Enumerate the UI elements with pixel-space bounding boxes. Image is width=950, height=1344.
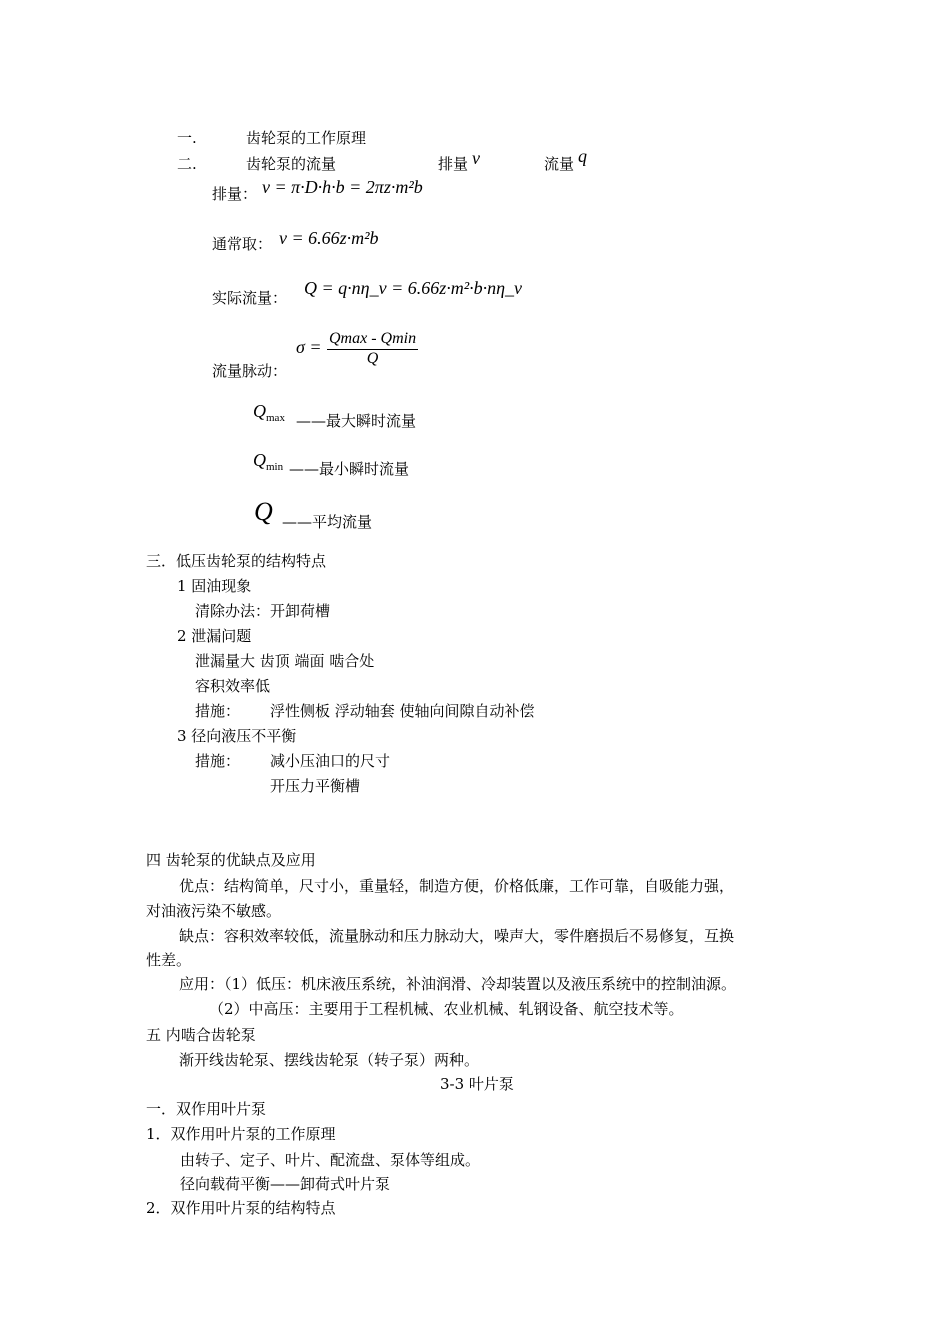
- actual-flow-formula: Q = q·nη_v = 6.66z·m²·b·nη_v: [304, 278, 523, 298]
- section3-point1-fix: 清除办法：开卸荷槽: [195, 602, 331, 620]
- usual-label: 通常取：: [212, 235, 273, 253]
- vane-section1-2-title: 2．双作用叶片泵的结构特点: [146, 1199, 336, 1217]
- pulse-denominator: Q: [366, 350, 379, 367]
- section3-point2-title: 2 泄漏问题: [177, 627, 252, 645]
- pulse-lhs: σ =: [296, 337, 322, 357]
- qmax-symbol: $Q_{max}$: [253, 401, 285, 424]
- usual-formula: v = 6.66z·m²b: [279, 228, 379, 248]
- section5-description: 渐开线齿轮泵、摆线齿轮泵（转子泵）两种。: [179, 1051, 480, 1069]
- section3-point3-measure-label: 措施：: [195, 752, 241, 770]
- vane-section1-1-composition: 由转子、定子、叶片、配流盘、泵体等组成。: [180, 1151, 481, 1169]
- section4-application-line1: 应用：（1）低压：机床液压系统，补油润滑、冷却装置以及液压系统中的控制油源。: [179, 975, 737, 993]
- flow-inline-symbol: q: [578, 146, 587, 166]
- qmin-description: ——最小瞬时流量: [289, 460, 410, 478]
- qmax-description: ——最大瞬时流量: [296, 412, 417, 430]
- section4-cons-line1: 缺点：容积效率较低，流量脉动和压力脉动大，噪声大，零件磨损后不易修复，互换: [179, 927, 735, 945]
- vane-section1-title: 一．双作用叶片泵: [146, 1100, 267, 1118]
- section5-title: 五 内啮合齿轮泵: [146, 1026, 256, 1044]
- section3-point2-measure-label: 措施：: [195, 702, 241, 720]
- section3-point3-title: 3 径向液压不平衡: [177, 727, 297, 745]
- displacement-formula: v = π·D·h·b = 2πz·m²b: [262, 177, 423, 197]
- pulse-numerator: Qmax - Qmin: [327, 330, 418, 350]
- pulse-label: 流量脉动：: [212, 362, 288, 380]
- section3-point2-leak: 泄漏量大 齿顶 端面 啮合处: [195, 652, 375, 670]
- flow-inline-label: 流量: [544, 155, 575, 173]
- actual-flow-label: 实际流量：: [212, 289, 288, 307]
- outline-num-2: 二.: [177, 155, 197, 173]
- q-symbol: Q: [254, 497, 273, 526]
- section4-cons-line2: 性差。: [146, 951, 192, 969]
- vane-section1-1-balance: 径向载荷平衡——卸荷式叶片泵: [180, 1175, 391, 1193]
- vane-section1-1-title: 1．双作用叶片泵的工作原理: [146, 1125, 336, 1143]
- section4-title: 四 齿轮泵的优缺点及应用: [146, 851, 316, 869]
- section4-pros-line1: 优点：结构简单，尺寸小，重量轻，制造方便，价格低廉，工作可靠，自吸能力强，: [179, 877, 735, 895]
- section3-point2-efficiency: 容积效率低: [195, 677, 271, 695]
- vane-pump-heading: 3-3 叶片泵: [440, 1075, 514, 1093]
- displacement-label: 排量：: [212, 185, 258, 203]
- section4-application-line2: （2）中高压：主要用于工程机械、农业机械、轧钢设备、航空技术等。: [209, 1000, 684, 1018]
- outline-text-1: 齿轮泵的工作原理: [246, 129, 367, 147]
- outline-num-1: 一.: [177, 129, 197, 147]
- displacement-inline-symbol: v: [472, 148, 480, 168]
- outline-text-2: 齿轮泵的流量: [246, 155, 337, 173]
- q-description: ——平均流量: [282, 513, 373, 531]
- section3-point3-measure-2: 开压力平衡槽: [270, 777, 361, 795]
- section3-point1-title: 1 固油现象: [177, 577, 252, 595]
- qmin-symbol: $Q_{min}$: [253, 450, 284, 473]
- displacement-inline-label: 排量: [438, 155, 469, 173]
- pulse-fraction: [327, 330, 418, 368]
- section3-title: 三．低压齿轮泵的结构特点: [146, 552, 327, 570]
- section3-point2-measure: 浮性侧板 浮动轴套 使轴向间隙自动补偿: [270, 702, 535, 720]
- section3-point3-measure-1: 减小压油口的尺寸: [270, 752, 391, 770]
- section4-pros-line2: 对油液污染不敏感。: [146, 902, 282, 920]
